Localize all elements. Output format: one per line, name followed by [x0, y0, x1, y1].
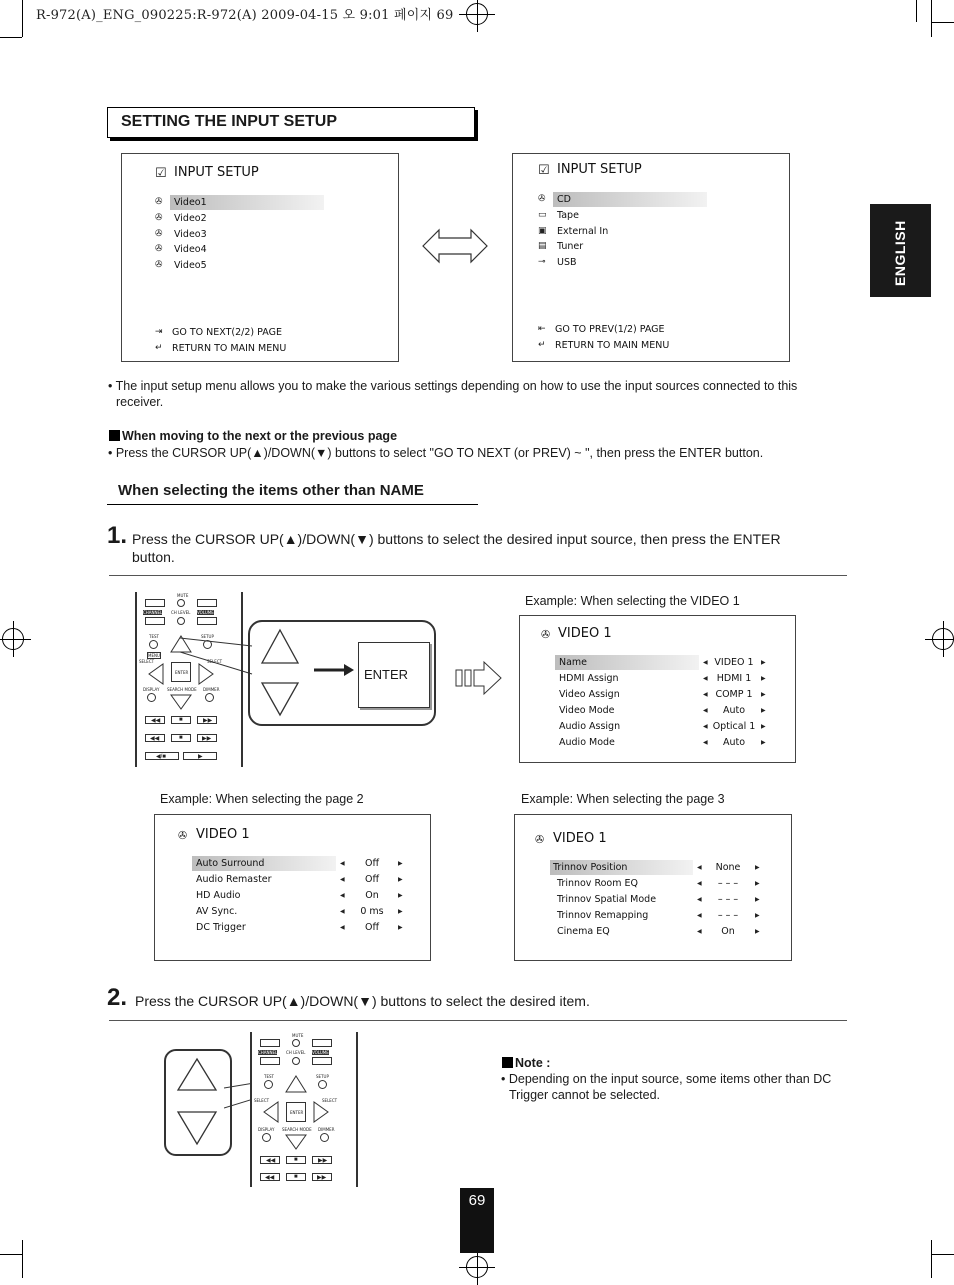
prev-track-button[interactable]: ◀◀ [260, 1173, 280, 1181]
registration-mark [2, 628, 24, 650]
return-to-main-menu[interactable]: RETURN TO MAIN MENU [172, 343, 287, 354]
setting-name[interactable]: Trinnov Position [553, 862, 628, 873]
cursor-left-button[interactable] [262, 1100, 280, 1124]
remote-label: VOLUME [197, 610, 214, 615]
cursor-callout [248, 620, 436, 726]
channel-down-button[interactable] [260, 1057, 280, 1065]
mute-button[interactable] [177, 599, 185, 607]
return-icon: ↵ [538, 340, 546, 350]
cursor-down-button[interactable] [284, 1133, 308, 1151]
cursor-up-icon [174, 1056, 220, 1094]
channel-up-button[interactable] [260, 1039, 280, 1047]
file-header: R-972(A)_ENG_090225:R-972(A) 2009-04-15 오 9:01 페이지 69 [36, 8, 454, 23]
enter-button[interactable]: ENTER [286, 1102, 306, 1122]
left-arrow-icon: ◀ [703, 740, 708, 746]
source-item[interactable]: USB [557, 257, 577, 268]
left-arrow-icon: ◀ [697, 865, 702, 871]
remote-label: SEARCH MODE [167, 687, 197, 692]
enter-button-callout [358, 642, 430, 708]
source-item[interactable]: Video4 [174, 244, 207, 255]
left-arrow-icon: ◀ [703, 708, 708, 714]
next-step-arrow-icon [454, 660, 504, 696]
cursor-left-button[interactable] [147, 662, 165, 686]
setting-name[interactable]: Audio Assign [559, 721, 621, 732]
mute-button[interactable] [292, 1039, 300, 1047]
step-text: Press the CURSOR UP(▲)/DOWN(▼) buttons to select the desired item. [135, 993, 590, 1009]
screen-title: VIDEO 1 [196, 827, 250, 842]
setting-name[interactable]: AV Sync. [196, 906, 238, 917]
video-source-icon: ✇ [155, 213, 163, 223]
cursor-callout [164, 1049, 232, 1156]
setting-value: – – – [717, 910, 739, 921]
video-source-icon: ✇ [155, 244, 163, 254]
video-source-icon: ✇ [155, 260, 163, 270]
step-text: Press the CURSOR UP(▲)/DOWN(▼) buttons to select the desired input source, then press the ENTER button. [132, 531, 781, 565]
double-arrow-icon [421, 227, 489, 265]
divider [109, 1020, 847, 1021]
volume-up-button[interactable] [197, 599, 217, 607]
crop-mark [931, 1254, 954, 1255]
right-arrow-icon: ▶ [755, 865, 760, 871]
left-arrow-icon: ◀ [340, 909, 345, 915]
right-arrow-icon: ▶ [761, 660, 766, 666]
registration-mark [466, 1256, 488, 1278]
setting-value: None [715, 862, 741, 873]
selection-highlight [553, 192, 707, 207]
setting-name[interactable]: HDMI Assign [559, 673, 619, 684]
remote-control [135, 592, 243, 767]
left-arrow-icon: ◀ [340, 861, 345, 867]
cursor-right-button[interactable] [312, 1100, 330, 1124]
crop-mark [0, 37, 22, 38]
enter-label: ENTER [364, 667, 409, 682]
right-arrow-icon: ▶ [755, 881, 760, 887]
crop-mark [22, 0, 23, 37]
setting-value: HDMI 1 [716, 673, 752, 684]
checkbox-icon: ☑ [155, 166, 167, 181]
setting-value: – – – [717, 878, 739, 889]
registration-mark [932, 628, 954, 650]
setup-button[interactable] [318, 1080, 327, 1089]
setting-name[interactable]: Trinnov Spatial Mode [557, 894, 657, 905]
right-arrow-icon: ▶ [761, 692, 766, 698]
square-bullet-icon [502, 1057, 513, 1068]
note-heading: Note : [502, 1055, 550, 1071]
next-page-icon: ⇥ [155, 327, 163, 337]
example-label: Example: When selecting the VIDEO 1 [525, 594, 740, 608]
right-arrow-icon: ▶ [755, 897, 760, 903]
go-to-next-page[interactable]: GO TO NEXT(2/2) PAGE [172, 327, 282, 338]
screen-title: VIDEO 1 [558, 626, 612, 641]
source-item[interactable]: CD [557, 194, 571, 205]
forward-button[interactable]: ▶▶ [312, 1156, 332, 1164]
setting-name[interactable]: Audio Remaster [196, 874, 272, 885]
remote-label: VOLUME [312, 1050, 329, 1055]
setting-name[interactable]: Trinnov Room EQ [557, 878, 639, 889]
screen-title: VIDEO 1 [553, 831, 607, 846]
prev-page-icon: ⇤ [538, 324, 546, 334]
setting-name[interactable]: HD Audio [196, 890, 241, 901]
stop-button[interactable]: ■ [286, 1173, 306, 1181]
remote-label: DISPLAY [258, 1127, 275, 1132]
crop-mark [22, 1240, 23, 1278]
setting-value: On [721, 926, 735, 937]
video1-page3-screen [514, 814, 792, 961]
volume-down-button[interactable] [312, 1057, 332, 1065]
source-item[interactable]: Tape [557, 210, 579, 221]
test-button[interactable] [264, 1080, 273, 1089]
left-arrow-icon: ◀ [340, 893, 345, 899]
remote-label: CHANNEL [143, 610, 163, 615]
left-arrow-icon: ◀ [697, 897, 702, 903]
setting-value: Off [364, 922, 380, 933]
channel-down-button[interactable] [145, 617, 165, 625]
cursor-down-icon [258, 680, 302, 718]
square-bullet-icon [109, 430, 120, 441]
source-item[interactable]: Video5 [174, 260, 207, 271]
remote-label: SETUP [201, 634, 214, 639]
remote-label: CH LEVEL [286, 1050, 306, 1055]
source-item[interactable]: Tuner [557, 241, 584, 252]
next-track-button[interactable]: ▶▶ [312, 1173, 332, 1181]
right-arrow-icon [312, 662, 356, 678]
checkbox-icon: ☑ [538, 163, 550, 178]
return-icon: ↵ [155, 343, 163, 353]
usb-icon: ⊸ [538, 257, 546, 267]
remote-label: SELECT [139, 659, 155, 664]
remote-label: SETUP [316, 1074, 329, 1079]
moving-bullet: • Press the CURSOR UP(▲)/DOWN(▼) buttons to select "GO TO NEXT (or PREV) ~ ", then press the ENTER button. [108, 446, 764, 460]
video-source-icon: ✇ [178, 829, 188, 842]
setting-name[interactable]: Auto Surround [196, 858, 265, 869]
note-text: • Depending on the input source, some items other than DC Trigger cannot be selected. [501, 1072, 832, 1102]
remote-label: TEST [264, 1074, 274, 1079]
setting-value: Auto [722, 705, 746, 716]
screen-title: INPUT SETUP [174, 165, 259, 180]
setting-value: VIDEO 1 [714, 657, 754, 668]
page-number: 69 [460, 1188, 494, 1253]
right-arrow-icon: ▶ [755, 929, 760, 935]
enter-button[interactable]: ENTER [171, 662, 191, 682]
remote-label: SELECT [322, 1098, 338, 1103]
left-arrow-icon: ◀ [697, 881, 702, 887]
ch-level-button[interactable] [177, 617, 185, 625]
video1-screen [519, 615, 796, 763]
remote-label: SEARCH MODE [282, 1127, 312, 1132]
setting-value: On [365, 890, 379, 901]
crop-mark [916, 0, 917, 22]
setting-name[interactable]: Audio Mode [559, 737, 615, 748]
setting-value: COMP 1 [715, 689, 753, 700]
setting-value: Off [364, 874, 380, 885]
cursor-up-icon [258, 627, 302, 667]
remote-label: CHANNEL [258, 1050, 278, 1055]
right-arrow-icon: ▶ [398, 893, 403, 899]
remote-label: SELECT [207, 659, 223, 664]
source-item[interactable]: Video1 [174, 197, 207, 208]
setting-value: – – – [717, 894, 739, 905]
crop-mark [931, 0, 932, 37]
callout-lines [180, 636, 260, 676]
setting-name[interactable]: Name [559, 657, 588, 668]
cursor-up-button[interactable] [284, 1074, 308, 1094]
setting-name[interactable]: Video Assign [559, 689, 620, 700]
remote-label: CH LEVEL [171, 610, 191, 615]
crop-mark [931, 22, 954, 23]
dimmer-button[interactable] [320, 1133, 329, 1142]
right-arrow-icon: ▶ [761, 676, 766, 682]
tape-icon: ▭ [538, 210, 547, 220]
rewind-button[interactable]: ◀◀ [145, 716, 165, 724]
left-arrow-icon: ◀ [703, 724, 708, 730]
section-title: SETTING THE INPUT SETUP [107, 107, 475, 138]
ch-level-button[interactable] [292, 1057, 300, 1065]
remote-control [250, 1032, 358, 1187]
right-arrow-icon: ▶ [398, 861, 403, 867]
crop-mark [0, 1254, 22, 1255]
input-setup-screen-page1 [121, 153, 399, 362]
setting-value: Off [364, 858, 380, 869]
right-arrow-icon: ▶ [761, 724, 766, 730]
subsection-title: When selecting the items other than NAME [107, 482, 478, 505]
source-item[interactable]: External In [557, 226, 609, 237]
cd-icon: ✇ [538, 194, 546, 204]
right-arrow-icon: ▶ [398, 877, 403, 883]
input-setup-screen-page2 [512, 153, 790, 362]
setting-name[interactable]: Cinema EQ [557, 926, 610, 937]
setting-name[interactable]: Trinnov Remapping [557, 910, 649, 921]
left-arrow-icon: ◀ [340, 925, 345, 931]
display-button[interactable] [262, 1133, 271, 1142]
right-arrow-icon: ▶ [761, 708, 766, 714]
setting-value: 0 ms [360, 906, 384, 917]
left-arrow-icon: ◀ [697, 929, 702, 935]
registration-mark [466, 3, 488, 25]
video-source-icon: ✇ [155, 197, 163, 207]
remote-label: MUTE [177, 593, 189, 598]
go-to-prev-page[interactable]: GO TO PREV(1/2) PAGE [555, 324, 665, 335]
setting-value: Optical 1 [712, 721, 756, 732]
cursor-down-icon [174, 1109, 220, 1147]
return-to-main-menu[interactable]: RETURN TO MAIN MENU [555, 340, 670, 351]
rewind-button[interactable]: ◀◀ [260, 1156, 280, 1164]
remote-label: MENU [148, 653, 160, 658]
step-number: 2. [107, 984, 128, 1011]
dimmer-button[interactable] [205, 693, 214, 702]
right-arrow-icon: ▶ [761, 740, 766, 746]
prev-track-button[interactable]: ◀◀ [145, 734, 165, 742]
remote-label: SELECT [254, 1098, 270, 1103]
setting-name[interactable]: DC Trigger [196, 922, 246, 933]
play-pause-button[interactable]: ◀/■ [145, 752, 179, 760]
remote-label: TEST [149, 634, 159, 639]
remote-label: DIMMER [203, 687, 220, 692]
setting-value: Auto [722, 737, 746, 748]
volume-up-button[interactable] [312, 1039, 332, 1047]
example-label: Example: When selecting the page 3 [521, 792, 725, 806]
external-in-icon: ▣ [538, 226, 547, 236]
moving-heading: When moving to the next or the previous page [109, 428, 397, 444]
next-track-button[interactable]: ▶▶ [197, 734, 217, 742]
remote-label: DISPLAY [143, 687, 160, 692]
source-item[interactable]: Video3 [174, 229, 207, 240]
right-arrow-icon: ▶ [398, 925, 403, 931]
cursor-down-button[interactable] [169, 693, 193, 711]
stop-button[interactable]: ■ [286, 1156, 306, 1164]
remote-label: DIMMER [318, 1127, 335, 1132]
right-arrow-icon: ▶ [398, 909, 403, 915]
divider [109, 575, 847, 576]
stop-button[interactable]: ■ [171, 716, 191, 724]
display-button[interactable] [147, 693, 156, 702]
video-source-icon: ✇ [541, 628, 551, 641]
left-arrow-icon: ◀ [340, 877, 345, 883]
play-button[interactable]: ■ [171, 734, 191, 742]
video1-page2-screen [154, 814, 431, 961]
source-item[interactable]: Video2 [174, 213, 207, 224]
setting-name[interactable]: Video Mode [559, 705, 615, 716]
volume-down-button[interactable] [197, 617, 217, 625]
tuner-icon: ▤ [538, 241, 547, 251]
left-arrow-icon: ◀ [703, 676, 708, 682]
left-arrow-icon: ◀ [703, 692, 708, 698]
right-arrow-icon: ▶ [755, 913, 760, 919]
screen-title: INPUT SETUP [557, 162, 642, 177]
remote-label: MUTE [292, 1033, 304, 1038]
intro-bullet: • The input setup menu allows you to make the various settings depending on how to use the input sources connected to this receiver. [108, 379, 798, 409]
language-tab: ENGLISH [870, 204, 931, 297]
left-arrow-icon: ◀ [697, 913, 702, 919]
video-source-icon: ✇ [535, 833, 545, 846]
forward-button[interactable]: ▶▶ [197, 716, 217, 724]
crop-mark [931, 1240, 932, 1278]
step-number: 1. [107, 522, 128, 549]
play-forward-button[interactable]: ▶ [183, 752, 217, 760]
video-source-icon: ✇ [155, 229, 163, 239]
test-button[interactable] [149, 640, 158, 649]
channel-up-button[interactable] [145, 599, 165, 607]
example-label: Example: When selecting the page 2 [160, 792, 364, 806]
left-arrow-icon: ◀ [703, 660, 708, 666]
